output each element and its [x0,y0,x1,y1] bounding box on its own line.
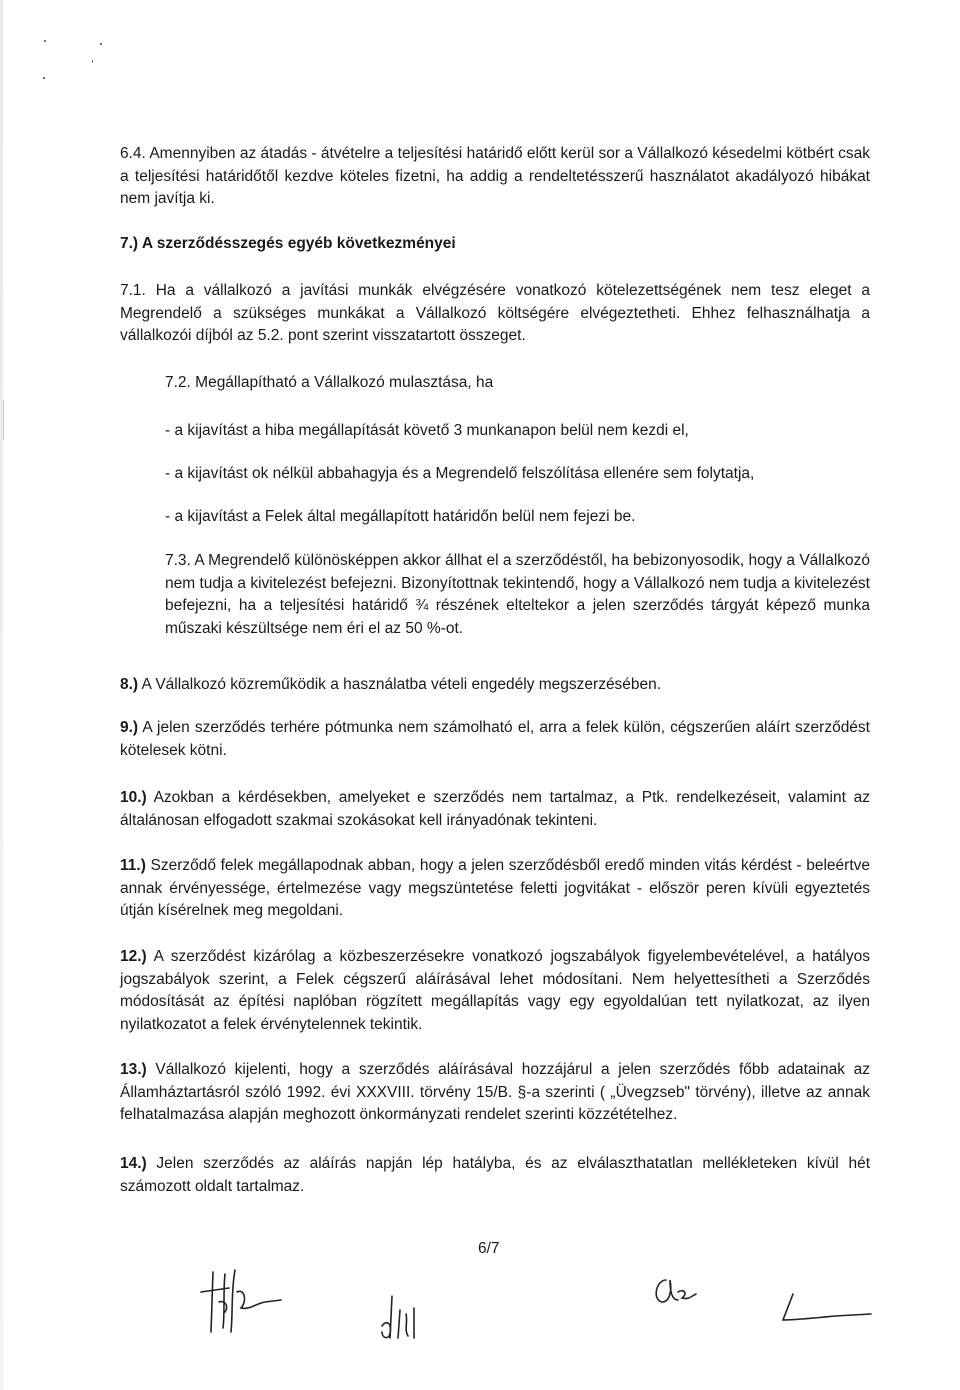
scan-speck [43,77,45,79]
signature-initials-2 [378,1290,428,1345]
paragraph-14 [120,1153,870,1198]
paragraph-13-text: Vállalkozó kijelenti, hogy a szerződés aláírásával hozzájárul a jelen szerződés főbb adatainak az Államháztartásról szóló 1992. évi XXXVIII. törvény 15/B. §-a szerinti ( „Üvegzseb" törvény), illetve az annak felhatalmazása alapján meghozott önkormányzati rendelet szerinti közzétételhez. [120,1061,870,1123]
paragraph-7-1: 7.1. Ha a vállalkozó a javítási munkák elvégzésére vonatkozó kötelezettségének nem tesz eleget a Megrendelő a szükséges munkákat a Vállalkozó költségére elvégeztetheti. Ehhez felhasználhatja a vállalkozói díjból az 5.2. pont szerint visszatartott összeget. [120,282,870,344]
paragraph-7-3: 7.3. A Megrendelő különösképpen akkor állhat el a szerződéstől, ha bebizonyosodik, hogy a Vállalkozó nem tudja a kivitelezést befejezni. Bizonyítottnak tekintendő, hogy a Vállalkozó nem tudja a kivitelezést befejezni, ha a teljesítési határidő ¾ részének elteltekor a jelen szerződés tárgyát képező munka műszaki készültsége nem éri el az 50 %-ot. [165,552,870,637]
paragraph-8 [120,674,870,697]
paragraph-7-2: 7.2. Megállapítható a Vállalkozó mulasztása, ha [165,374,494,391]
paragraph-9-text: A jelen szerződés terhére pótmunka nem számolható el, arra a felek külön, cégszerűen aláírt szerződést kötelesek kötni. [120,719,870,759]
paragraph-13 [120,1059,870,1127]
signature-initials-3 [648,1270,698,1315]
list-item-3: - a kijavítást a Felek által megállapított határidőn belül nem fejezi be. [165,508,636,525]
paragraph-10 [120,787,870,832]
page-edge [0,0,3,1390]
paragraph-11-text: Szerződő felek megállapodnak abban, hogy a jelen szerződésből eredő minden vitás kérdést - beleértve annak érvényessége, értelmezése vagy megszüntetése feletti jogvitákat - először peren kívüli egyeztetés útján kísérelnek meg megoldani. [120,857,870,919]
list-item-1: - a kijavítást a hiba megállapítását követő 3 munkanapon belül nem kezdi el, [165,422,689,439]
paragraph-12-text: A szerződést kizárólag a közbeszerzésekre vonatkozó jogszabályok figyelembevételével, a hatályos jogszabályok szerint, a Felek cégszerű aláírásával lehet módosítani. Nem helyettesítheti a Szerződés módosítását az építési naplóban rögzített megállapítás vagy egy egyoldalúan tett nyilatkozat, az ilyen nyilatkozatot a felek érvénytelennek tekintik. [120,948,870,1033]
page-number: 6/7 [478,1240,500,1257]
paragraph-9-number: 9.) [120,719,139,736]
list-item-2: - a kijavítást ok nélkül abbahagyja és a Megrendelő felszólítása ellenére sem folytatja, [165,465,755,482]
scan-speck [92,60,93,63]
scan-speck [100,43,102,45]
paragraph-8-text: A Vállalkozó közreműködik a használatba vételi engedély megszerzésében. [138,676,662,693]
paragraph-6-4: 6.4. Amennyiben az átadás - átvételre a teljesítési határidő előtt kerül sor a Vállalkozó késedelmi kötbért csak a teljesítési határidőtől kezdve köteles fizetni, ha addig a rendeltetésszerű használatot akadályozó hibákat nem javítja ki. [120,145,870,207]
paragraph-9 [120,717,870,762]
paragraph-10-number: 10.) [120,789,147,806]
scan-speck [44,40,46,42]
paragraph-13-number: 13.) [120,1061,147,1078]
paragraph-12-number: 12.) [120,948,147,965]
paragraph-14-text: Jelen szerződés az aláírás napján lép hatályba, és az elválaszthatatlan mellékleteken kívül hét számozott oldalt tartalmaz. [120,1155,870,1195]
signature-initials-1 [195,1262,285,1342]
paragraph-8-number: 8.) [120,676,139,693]
signature-initials-4 [775,1290,875,1330]
paragraph-11-number: 11.) [120,857,146,874]
paragraph-11 [120,855,870,923]
section-heading-7: 7.) A szerződésszegés egyéb következményei [120,235,456,252]
paragraph-10-text: Azokban a kérdésekben, amelyeket e szerződés nem tartalmaz, a Ptk. rendelkezéseit, valamint az általánosan elfogadott szakmai szokásokat kell irányadónak tekinteni. [120,789,870,829]
paragraph-12 [120,946,870,1036]
scan-line [3,400,4,440]
paragraph-14-number: 14.) [120,1155,147,1172]
